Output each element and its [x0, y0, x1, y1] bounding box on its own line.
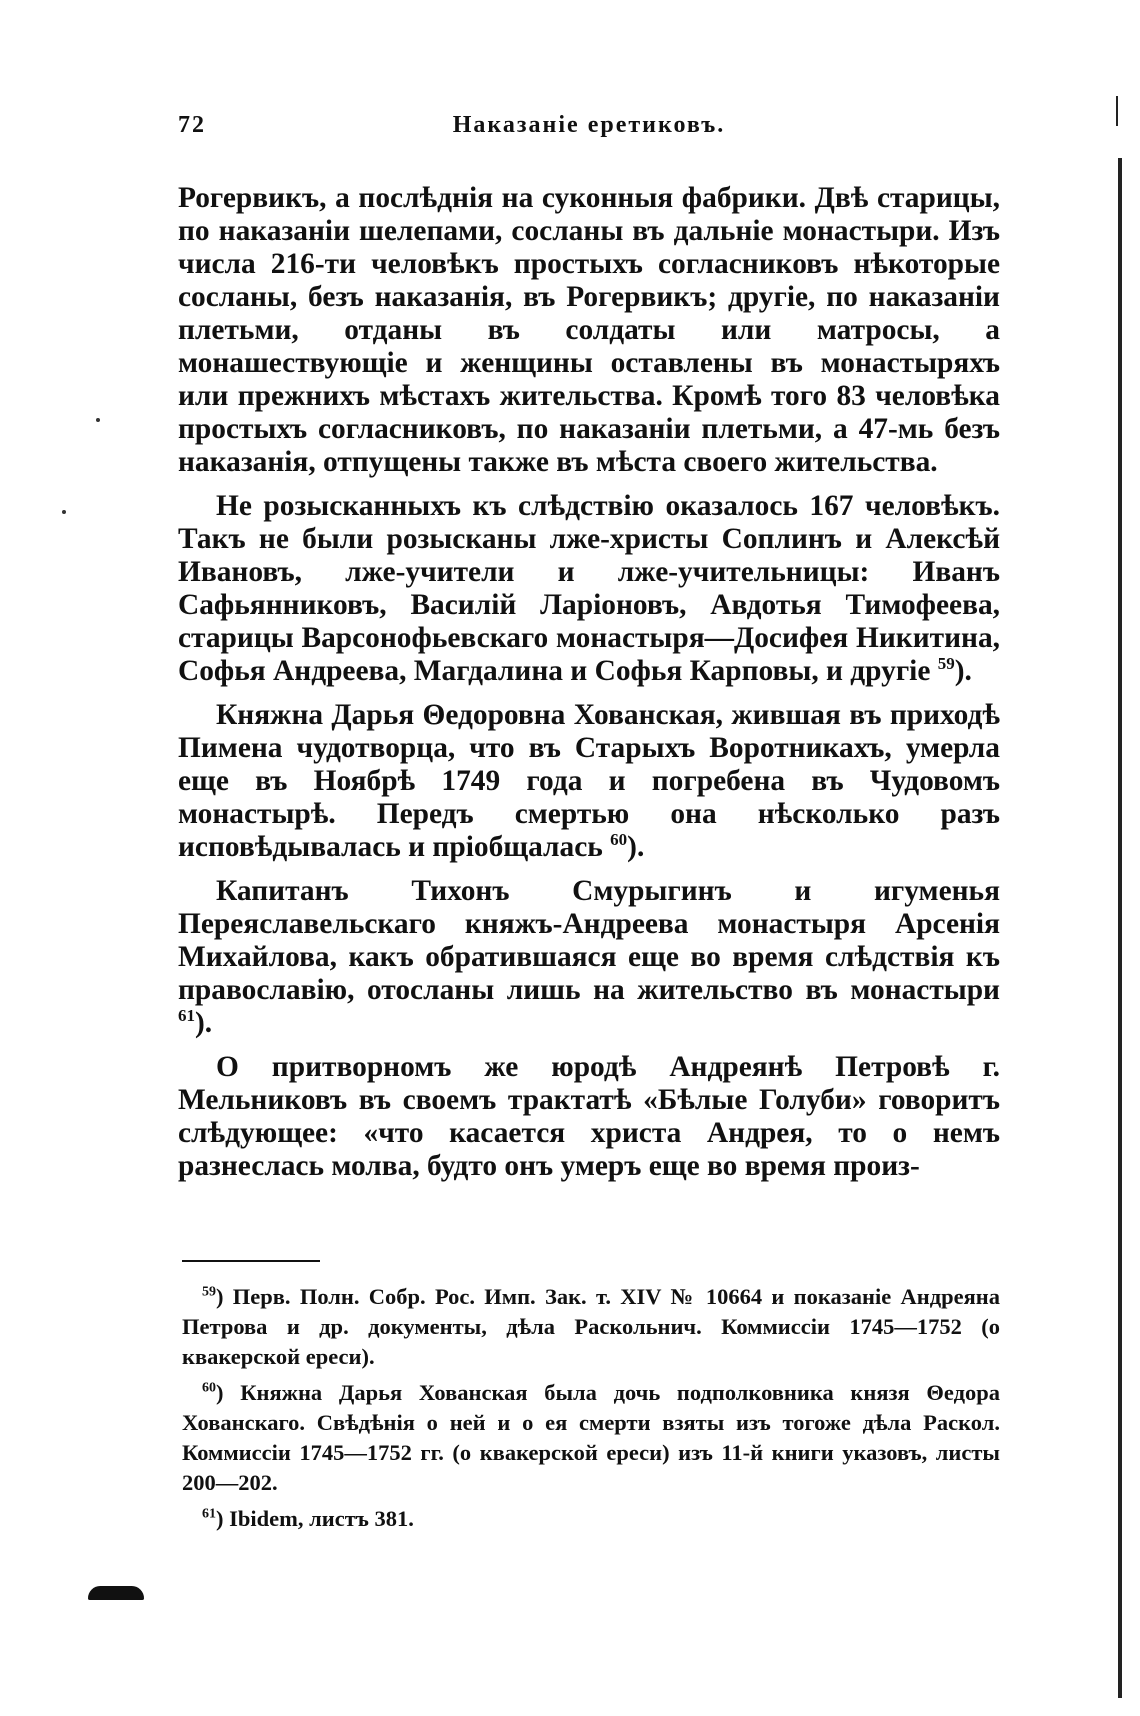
running-title: Наказаніе еретиковъ. [452, 112, 726, 138]
footnote-text: Княжна Дарья Хованская была дочь подполковника князя Θедора Хованскаго. Свѣдѣнія о ней и о ея смерти взяты изъ тогоже дѣла Раскол. Коммиссіи 1745—1752 гг. (о квакерской ереси) изъ 11-й книги указовъ, листы 200—202. [182, 1380, 1000, 1495]
footnote-mark: 61 [202, 1506, 216, 1522]
page-number: 72 [178, 112, 206, 138]
footnote-mark: 59 [202, 1284, 216, 1300]
paragraph-2 [178, 490, 1000, 688]
paragraph-4-end: ). [195, 1007, 213, 1039]
page-header [178, 112, 1000, 146]
paragraph-2-text: Не розысканныхъ къ слѣдствію оказалось 167 человѣкъ. Такъ не были розысканы лже-христы Соплинъ и Алексѣй Ивановъ, лже-учители и лже-учительницы: Иванъ Сафьянниковъ, Василій Ларіоновъ, Авдотья Тимофеева, старицы Варсонофьевскаго монастыря—Досифея Никитина, Софья Андреева, Магдалина и Софья Карповы, и другіе [178, 490, 1000, 687]
paragraph-5: О притворномъ же юродѣ Андреянѣ Петровѣ г. Мельниковъ въ своемъ трактатѣ «Бѣлые Голуби» говоритъ слѣдующее: «что касается христа Андрея, то о немъ разнеслась молва, будто онъ умеръ еще во время произ- [178, 1051, 1000, 1182]
footnotes [182, 1282, 1000, 1540]
footnote-61: $^{61}$) Ibidem, листъ 381. [202, 1506, 414, 1531]
footnote-59: $^{59}$) Перв. Полн. Собр. Рос. Имп. Зак. т. XIV № 10664 и показаніе Андреяна Петрова и др. документы, дѣла Раскольнич. Коммиссіи 1745—1752 (о квакерской ереси). [182, 1284, 1000, 1369]
ink-speck [62, 510, 66, 514]
ink-speck [96, 418, 100, 422]
page-edge-shadow [1118, 158, 1122, 1698]
footnote-text: Ibidem, листъ 381. [229, 1506, 414, 1531]
footnote-60: $^{60}$) Княжна Дарья Хованская была дочь подполковника князя Θедора Хованскаго. Свѣдѣнія о ней и о ея смерти взяты изъ тогоже дѣла Раскол. Коммиссіи 1745—1752 гг. (о квакерской ереси) изъ 11-й книги указовъ, листы 200—202. [182, 1380, 1000, 1495]
ink-blot [88, 1586, 144, 1600]
paragraph-3-text: Княжна Дарья Θедоровна Хованская, жившая въ приходѣ Пимена чудотворца, что въ Старыхъ Воротникахъ, умерла еще въ Ноябрѣ 1749 года и погребена въ Чудовомъ монастырѣ. Передъ смертью она нѣсколько разъ исповѣдывалась и пріобщалась [178, 699, 1000, 863]
page-edge-shadow-top [1116, 96, 1118, 126]
footnote-mark: 60 [202, 1380, 216, 1396]
paragraph-2-end: ). [954, 655, 972, 687]
footnote-ref-59[interactable]: 59 [937, 654, 955, 674]
paragraph-3 [178, 699, 1000, 864]
paragraph-4-text: Капитанъ Тихонъ Смурыгинъ и игуменья Переяславельскаго княжъ-Андреева монастыря Арсенія Михайлова, какъ обратившаяся еще во время слѣдствія къ православію, отосланы лишь на жительство въ монастыри [178, 875, 1000, 1006]
footnote-ref-61[interactable]: 61 [178, 1006, 195, 1026]
footnote-text: Перв. Полн. Собр. Рос. Имп. Зак. т. XIV № 10664 и показаніе Андреяна Петрова и др. документы, дѣла Раскольнич. Коммиссіи 1745—1752 (о квакерской ереси). [182, 1284, 1000, 1369]
paragraph-4 [178, 875, 1000, 1040]
footnote-ref-60[interactable]: 60 [610, 830, 628, 850]
paragraph-1: Рогервикъ, а послѣднія на суконныя фабрики. Двѣ старицы, по наказаніи шелепами, сосланы въ дальніе монастыри. Изъ числа 216-ти человѣкъ простыхъ согласниковъ нѣкоторые сосланы, безъ наказанія, въ Рогервикъ; другіе, по наказаніи плетьми, отданы въ солдаты или матросы, а монашествующіе и женщины оставлены въ монастыряхъ или прежнихъ мѣстахъ жительства. Кромѣ того 83 человѣка простыхъ согласниковъ, по наказаніи плетьми, а 47-мь безъ наказанія, отпущены также въ мѣста своего жительства. [178, 182, 1000, 478]
paragraph-3-end: ). [627, 831, 645, 863]
main-text [178, 182, 1000, 1194]
footnote-separator [182, 1260, 320, 1262]
